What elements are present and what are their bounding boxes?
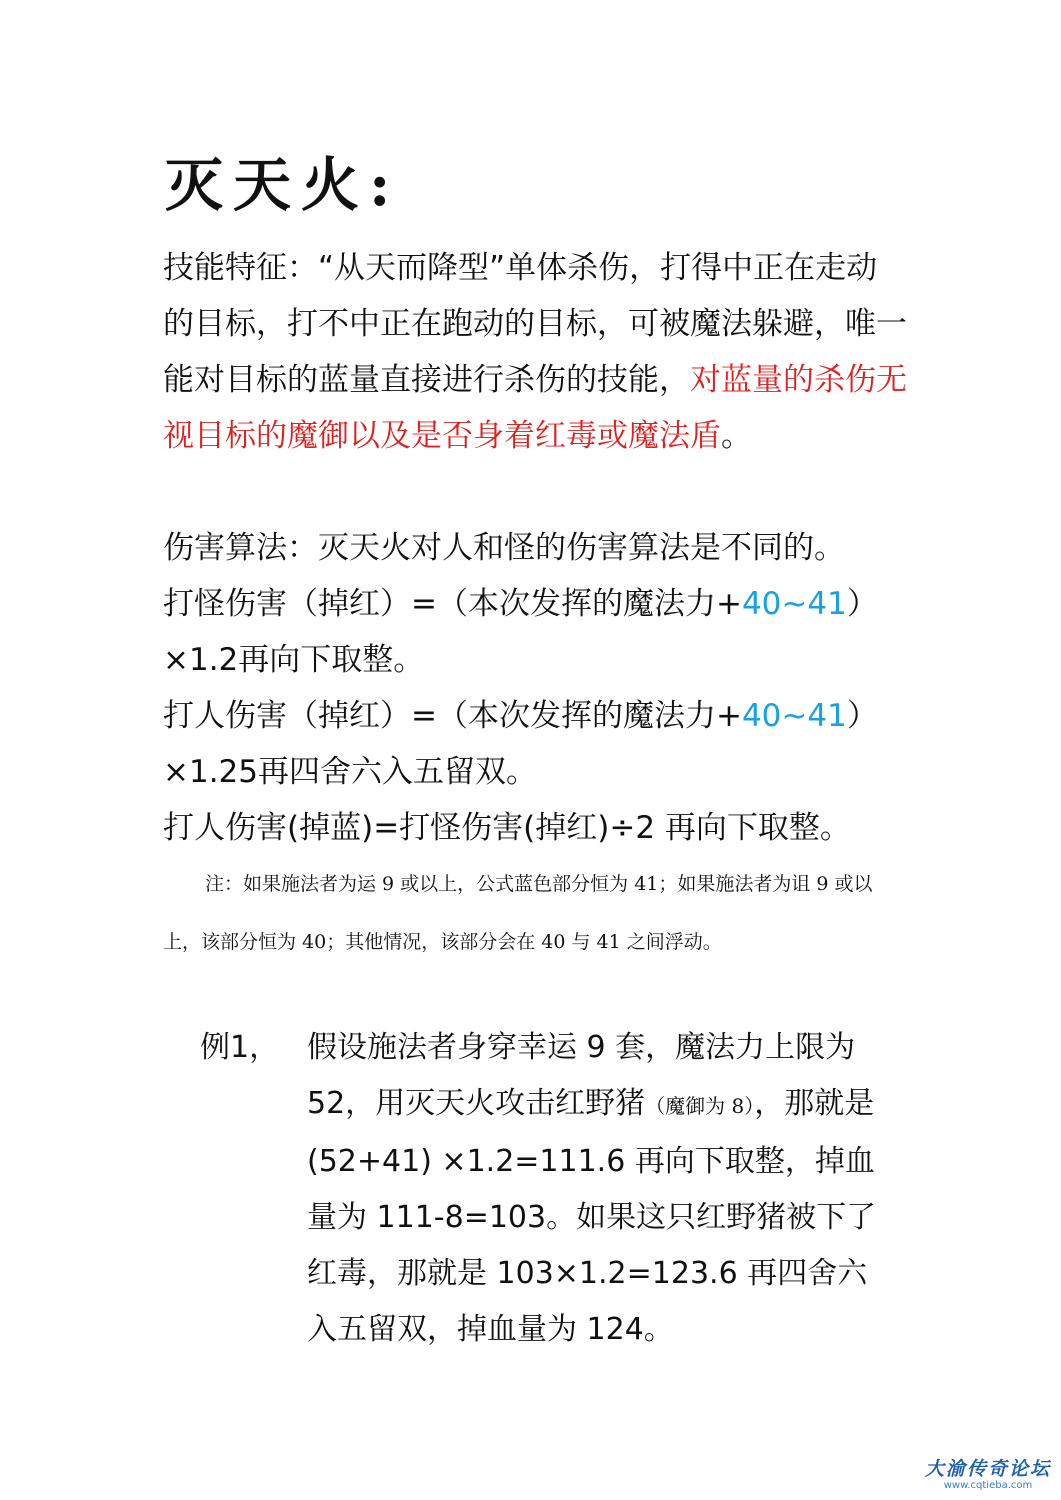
feature-text: 技能特征：“从天而降型”单体杀伤，打得中正在走动的目标，打不中正在跑动的目标，可被魔法躲避，唯一能对目标的蓝量直接进行杀伤的技能，: [163, 250, 907, 398]
example-label: 例1，: [200, 1030, 280, 1065]
feature-highlight: 对蓝量的杀伤无视目标的魔御以及是否身着红毒或魔法盾: [163, 362, 907, 454]
player-red-damage-formula: [163, 688, 908, 800]
page-title: 灭天火:: [165, 151, 401, 219]
example-aside: （魔御为 8）: [645, 1094, 755, 1118]
player-red-formula-range: 40~41: [741, 698, 847, 734]
example-part1: 假设施法者身穿幸运 9 套，魔法力上限为 52，用灭天火攻击红野猪: [307, 1030, 856, 1121]
algorithm-intro: 伤害算法：灭天火对人和怪的伤害算法是不同的。: [163, 530, 845, 566]
watermark-url: www.cqtieba.com: [943, 1480, 1033, 1491]
forum-watermark: [925, 1458, 1051, 1492]
monster-formula-range: 40~41: [741, 586, 847, 622]
monster-damage-formula: [163, 576, 908, 688]
monster-formula-after: ）×1.2再向下取整。: [163, 586, 878, 678]
watermark-name: 大渝传奇论坛: [924, 1458, 1051, 1480]
player-red-formula-after: ）×1.25再四舍六入五留双。: [163, 698, 878, 790]
feature-end: 。: [721, 418, 752, 454]
formula-note: 注：如果施法者为运 9 或以上，公式蓝色部分恒为 41；如果施法者为诅 9 或以上，该部分恒为 40；其他情况，该部分会在 40 与 41 之间浮动。: [163, 873, 873, 953]
player-red-formula-before: 打人伤害（掉红）=（本次发挥的魔法力+: [163, 698, 742, 734]
example-part2: ，那就是 (52+41) ×1.2=111.6 再向下取整，掉血量为 111-8=103。如果这只红野猪被下了红毒，那就是 103×1.2=123.6 再四舍六入五留双，掉血量为 124。: [307, 1086, 877, 1347]
example-body: [307, 1020, 897, 1358]
damage-algorithm-section: [163, 520, 908, 856]
player-blue-damage-formula: 打人伤害(掉蓝)=打怪伤害(掉红)÷2 再向下取整。: [163, 810, 851, 846]
skill-feature-paragraph: [163, 240, 908, 464]
monster-formula-before: 打怪伤害（掉红）=（本次发挥的魔法力+: [163, 586, 742, 622]
